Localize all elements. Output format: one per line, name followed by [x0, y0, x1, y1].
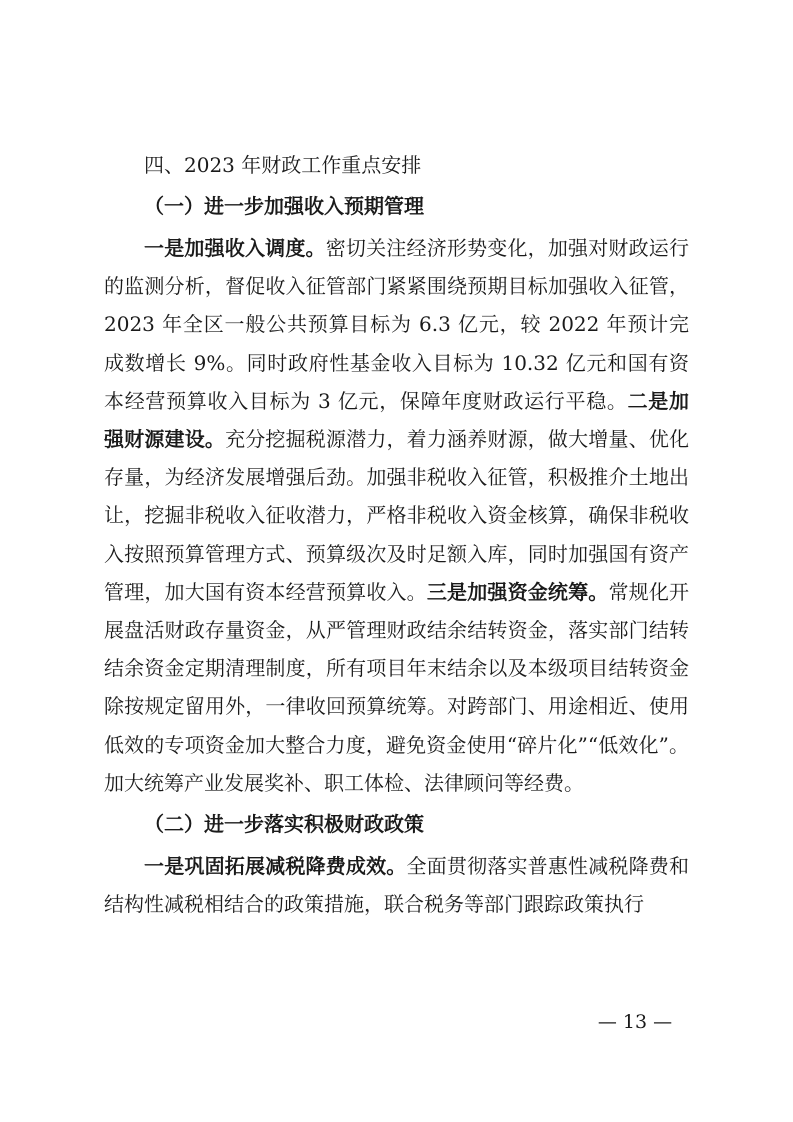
bold-lead-2: 二是加强财源建设。 — [104, 388, 689, 452]
subsection-heading-2: （二）进一步落实积极财政政策 — [144, 812, 424, 837]
paragraph-text-4: 全面贯彻落实普惠性减税降费和结构性减税相结合的政策措施，联合税务等部门跟踪政策执行 — [104, 854, 689, 917]
document-body — [104, 147, 689, 923]
paragraph-income-management — [104, 229, 689, 802]
paragraph-text-3: 常规化开展盘活财政存量资金，从严管理财政结余结转资金，落实部门结转结余资金定期清理制度，所有项目年末结余以及本级项目结转资金除按规定留用外，一律收回预算统筹。对跨部门、用途相近、使用低效的专项资金加大整合力度，避免资金使用“碎片化”“低效化”。加大统筹产业发展奖补、职工体检、法律顾问等经费。 — [104, 579, 690, 795]
paragraph-text-2: 充分挖掘税源潜力，着力涵养财源，做大增量、优化存量，为经济发展增强后劲。加强非税收入征管，积极推介土地出让，挖掘非税收入征收潜力，严格非税收入资金核算，确保非税收入按照预算管理方式、预算级次及时足额入库，同时加强国有资产管理，加大国有资本经营预算收入。 — [104, 427, 690, 604]
bold-lead-4: 一是巩固拓展减税降费成效。 — [144, 854, 407, 879]
section-heading: 四、2023 年财政工作重点安排 — [144, 153, 422, 177]
bold-lead-3: 三是加强资金统筹。 — [426, 579, 609, 604]
subsection-heading-1: （一）进一步加强收入预期管理 — [144, 194, 424, 218]
page-number: — 13 — — [597, 1011, 673, 1033]
paragraph-fiscal-policy — [104, 847, 689, 923]
bold-lead-1: 一是加强收入调度。 — [144, 236, 326, 260]
paragraph-text-1: 密切关注经济形势变化，加强对财政运行的监测分析，督促收入征管部门紧紧围绕预期目标加强收入征管，2023 年全区一般公共预算目标为 6.3 亿元，较 2022 年预计完成数增长 9%。同时政府性基金收入目标为 10.32 亿元和国有资本经营预算收入目标为 3 亿元，保障年度财政运行平稳。 — [104, 236, 690, 413]
